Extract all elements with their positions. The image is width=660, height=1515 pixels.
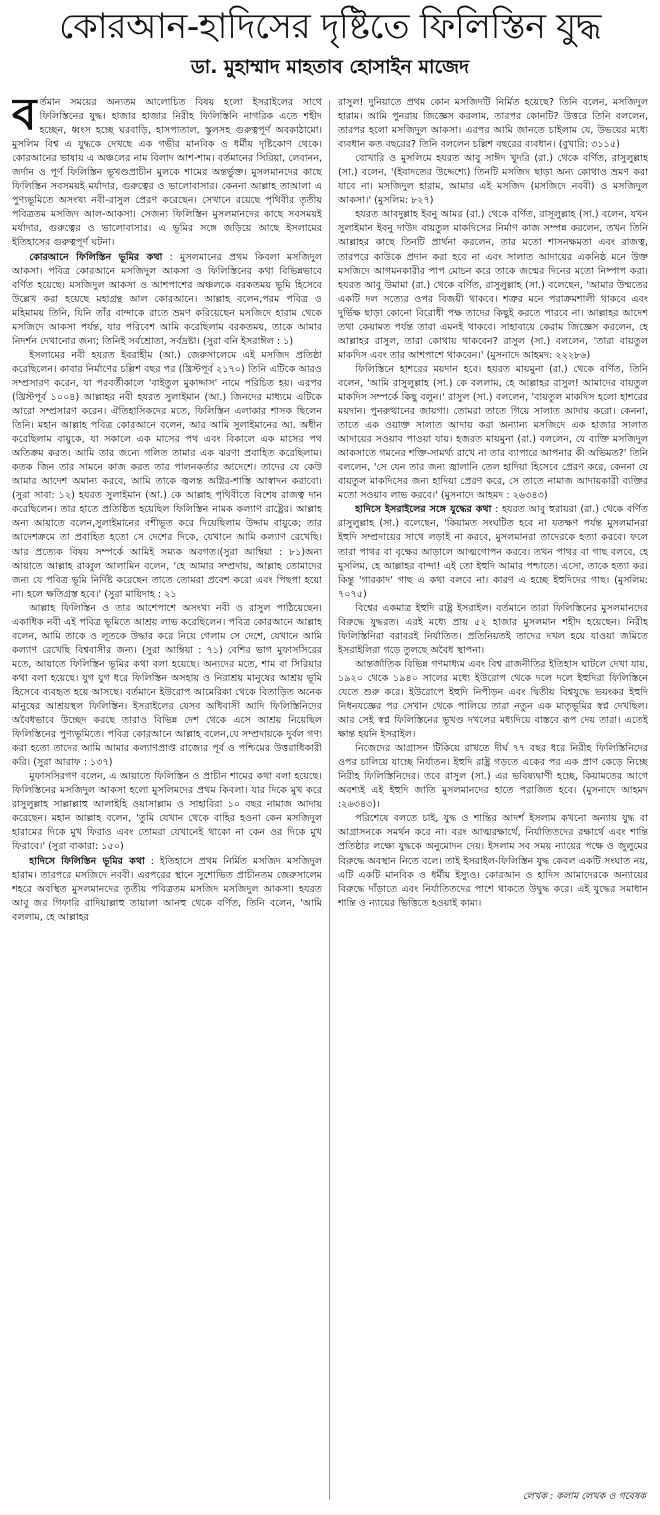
article-paragraph: বোখারি ও মুসলিমে হযরত আবু সাঈদ খুদরি (রা.) থেকে বর্ণিত, রাসুলুল্লাহ (সা.) বলেন, '(ইবাদতের উদ্দেশ্যে) তিনটি মসজিদ ছাড়া অন্য কোথাও ভ্রমণ করা যাবে না। মসজিদুল হারাম, আমার এই মসজিদ (মসজিদে নববী) ও মসজিদুল আকসা।' (মুসলিম: ৮২৭)	[338, 153, 648, 207]
article-column-right	[338, 96, 648, 1508]
article-column-left	[12, 96, 322, 1508]
subheading: হাদিসে ফিলিস্তিন ভূমির কথা	[29, 855, 145, 867]
paragraph-text: : মুসলমানের প্রথম কিবলা মসজিদুল আকসা। পবিত্র কোরআনে মসজিদুল আকসা ও ফিলিস্তিনের কথা বিভিন্নভাবে বর্ণিত হয়েছে। মসজিদুল আকসা ও আশপাশের অঞ্চলকে বরকতময় ভূমি হিসেবে উল্লেখ করা হয়েছে মহাগ্রন্থ আল কোরআনে। আল্লাহ বলেন,পরম পবিত্র ও মহিমাময় তিনি, যিনি তাঁর বান্দাকে রাতে ভ্রমণ করিয়েছেন মসজিদে হারাম থেকে মসজিদে আকসা পর্যন্ত, যার পরিবেশ আমি করেছিলাম বরকতময়, তাকে আমার নিদর্শন দেখানোর জন্য; তিনিই সর্বশ্রোতা, সর্বদ্রষ্টা। (সুরা বনি ইসরাঈল : ১)	[12, 251, 322, 347]
article-paragraph: আল্লাহ ফিলিস্তিন ও তার আশেপাশে অসংখ্য নবী ও রাসুল পাঠিয়েছেন। একাধিক নবী এই পবিত্র ভূমিতে আশ্রয় লাভ করেছিলেন। পবিত্র কোরআনে আল্লাহ বলেন, আমি তাকে ও লূতকে উদ্ধার করে নিয়ে গেলাম সে দেশে, যেখানে আমি কল্যাণ রেখেছি বিশ্ববাসীর জন্য। (সুরা আম্বিয়া : ৭১) বেশির ভাগ মুফাসসিরের মতে, আয়াতে ফিলিস্তিন ভূমির কথা বলা হয়েছে। অন্যদের মতে, শাম বা সিরিয়ার কথা বলা হয়েছে। যুগ যুগ ধরে ফিলিস্তিন অসহায় ও নিরাশ্রয় মানুষের আশ্রয় ভূমি হিসেবে ব্যবহৃত হয়ে আসছে। বর্তমানে ইউরোপ আমেরিকা থেকে বিতাড়িত অনেক মানুষের আশ্রয়স্থল ফিলিস্তিন। ইসরাইলের যেসব অধিবাসী আদি ফিলিস্তিনিদের অবৈধভাবে উচ্ছেদ করছে তারাও বিভিন্ন দেশ থেকে এসে আশ্রয় নিয়েছিল ফিলিস্তিনের পুণ্যভূমিতে। পবিত্র কোরআনে আল্লাহ বলেন,যে সম্প্রদায়কে দুর্বল গণ্য করা হতো তাদের আমি আমার কল্যাণপ্রাপ্ত রাজ্যের পূর্ব ও পশ্চিমের উত্তরাধিকারী করি। (সুরা আরাফ : ১৩৭)	[12, 602, 322, 769]
author-note: লেখক : কলাম লেখক ও গবেষক	[522, 1491, 646, 1502]
article-paragraph: ইসলামের নবী হযরত ইবরাহীম (আ.) জেরুসালেমে এই মসজিদ প্রতিষ্ঠা করেছিলেন। কাবার নির্মাণের চল্লিশ বছর পর (খ্রিস্টপূর্ব ২১৭০) তিনি এটিকে আরও সম্প্রসারণ করেন, যা পরবর্তীকালে 'বাইতুল মুকাদ্দাস' নামে পরিচিত হয়। এরপর (খ্রিস্টপূর্ব ১০০৪) আল্লাহর নবী হযরত সুলাইমান (আ.) জিনদের মাধ্যমে এটিকে আরো সম্প্রসারণ করেন। ঐতিহাসিকদের মতে, ফিলিস্তিন এলাকার শাসক ছিলেন তিনি। মহান আল্লাহ পবিত্র কোরআনে বলেন, আর আমি সুলাইমানের আ. অধীন করেছিলাম বায়ুকে, যা সকালে এক মাসের পথ এবং বিকালে এক মাসের পথ অতিক্রম করত। আমি তার জন্যে গলিত তামার এক ঝরণা প্রবাহিত করেছিলাম। কতক জিন তার সামনে কাজ করত তার পালনকর্তার আদেশে। তাদের যে কেউ আমার আদেশ অমান্য করবে, আমি তাকে জ্বলন্ত অগ্নির-শাস্তি আস্বাদন করাবো। (সুরা সাবা: ১২) হযরত সুলাইমান (আ.) কে আল্লাহ পৃথিবীতে বিশেষ রাজত্ব দান করেছিলেন। তার হাতে প্রতিষ্ঠিত হয়েছিল ফিলিস্তিন নামক কল্যাণ রাষ্ট্রের। আল্লাহ অন্য আয়াতে বলেন,সুলাইমানের বশীভূত করে দিয়েছিলাম উদ্দাম বায়ুকে; তার আদেশক্রমে তা প্রবাহিত হতো সে দেশের দিকে, যেখানে আমি কল্যাণ রেখেছি। আর প্রত্যেক বিষয় সম্পর্কে আমিই সম্যক অবগত।(সুরা আম্বিয়া : ৮১)অন্য আয়াতে আল্লাহ রাব্বুল আলামিন বলেন, 'হে আমার সম্প্রদায়, আল্লাহ তোমাদের জন্য যে পবিত্র ভূমি নির্দিষ্ট করেছেন তাতে তোমরা প্রবেশ করো এবং পিছপা হয়ো না। হলে ক্ষতিগ্রস্ত হবে।' (সুরা মায়িদাহ : ২১	[12, 349, 322, 600]
article-paragraph	[338, 503, 648, 601]
drop-cap: ব	[12, 96, 37, 140]
article-paragraph: রাসুল! দুনিয়াতে প্রথম কোন মসজিদটি নির্মিত হয়েছে? তিনি বলেন, মসজিদুল হারাম। আমি পুনরায় জিজ্ঞেস করলাম, তারপর কোনটি? উত্তরে তিনি বললেন, তারপর হলো মসজিদুল আকসা। এরপর আমি জানতে চাইলাম যে, উভয়ের মধ্যে ব্যবধান কত বছরের? তিনি বললেন চল্লিশ বছরের ব্যবধান। (বুখারি: ৩১১৫)	[338, 97, 648, 151]
article-paragraph: আন্তর্জাতিক বিভিন্ন গণমাধ্যম এবং বিশ্ব রাজনীতির ইতিহাস ঘাটলে দেখা যায়, ১৯২০ থেকে ১৯৪০ সালের মধ্যে ইউরোপ থেকে দলে দলে ইহুদিরা ফিলিস্তিনে যেতে শুরু করে। ইউরোপে ইহুদি নিপীড়ন এবং দ্বিতীয় বিশ্বযুদ্ধে ভয়ংকর ইহুদি নিধনযজ্ঞের পর সেখান থেকে পালিয়ে তারা নতুন এক মাতৃভূমির স্বপ্ন দেখছিল। আর সেই স্বপ্ন ফিলিস্তিনের ভূখণ্ড দখলের মধ্যদিয়ে বাস্তবে রূপ দেয় তারা। এতেই ক্ষান্ত হয়নি ইসরাইল।	[338, 658, 648, 741]
subheading: কোরআনে ফিলিস্তিন ভূমির কথা	[29, 251, 163, 263]
article-byline: ডা. মুহাম্মাদ মাহতাব হোসাইন মাজেদ	[190, 56, 470, 78]
article-paragraph: হযরত আবদুল্লাহ ইবনু আমর (রা.) থেকে বর্ণিত, রাসূলুল্লাহ (সা.) বলেন, যখন সুলাইমান ইবনু দাউদ বায়তুল মাকদিসের নির্মাণ কাজ সম্পন্ন করলেন, তখন তিনি আল্লাহর কাছে তিনটি প্রার্থনা করলেন, তার মতো শাসনক্ষমতা এবং রাজত্ব, তারপরে কাউকে প্রদান করা হবে না এবং সালাত আদায়ের একনিষ্ঠ মনে উক্ত মসজিদে আগমনকারীর পাপ মোচন করে তাকে জন্মের দিনের মতো নিষ্পাপ করা। হযরত আবু উমামা (রা.) থেকে বর্ণিত, রাসুলুল্লাহ (সা.) বলেছেন, 'আমার উম্মতের একটি দল সত্যের ওপর বিজয়ী থাকবে। শত্রুর মনে পরাক্রমশালী থাকবে এবং দুর্ভিক্ষ ছাড়া কোনো বিরোধী পক্ষ তাদের কিছুই করতে পারবে না। আল্লাহর আদেশ তথা কেয়ামত পর্যন্ত তারা এমনই থাকবে। সাহাবায়ে কেরাম জিজ্ঞেস করলেন, হে আল্লাহর রাসুল, তারা কোথায় থাকবেন? রাসুল (সা.) বললেন, 'তারা বায়তুল মাকদিস এবং তার আশপাশে থাকবেন।' (মুসনাদে আহমদ: ২২২৮৬)	[338, 209, 648, 361]
article-paragraph: ফিলিস্তিনে হাশরের ময়দান হবে। হযরত মায়মুনা (রা.) থেকে বর্ণিত, তিনি বলেন, 'আমি রাসুলুল্লাহ (সা.) কে বললাম, হে আল্লাহর রাসুল! আমাদের বায়তুল মাকদিস সম্পর্কে কিছু বলুন।' রাসুল (সা.) বললেন, 'বায়তুল মাকদিস হলো হাশরের ময়দান। পুনরুত্থানের জায়গা। তোমরা তাতে গিয়ে সালাত আদায় করো। কেননা, তাতে এক ওয়াক্ত সালাত আদায় করা অন্যান্য মসজিদে এক হাজার সালাত আদায়ের সওয়াব পাওয়া যায়। হজরত মায়মুনা (রা.) বললেন, যে ব্যক্তি মসজিদুল আকসাতে গমনের শক্তি-সামর্থ্য রাখে না তার ব্যাপারে আপনার কী অভিমত?' তিনি বললেন, 'সে যেন তার জন্য জ্বালানি তেল হাদিয়া হিসেবে প্রেরণ করে, কেননা যে বায়তুল মাকদিসের জন্য হাদিয়া প্রেরণ করে, সে তাতে নামাজ আদায়কারী ব্যক্তির মতো সওয়াব লাভ করবে।' (মুসনাদে আহমদ : ২৬৩৪৩)	[338, 363, 648, 502]
paragraph-text: : ইতিহাসে প্রথম নির্মিত মসজিদ মসজিদুল হারাম। তারপরে মসজিদে নববী। এরপরের স্থানে সুশোভিত প্রাচীনতম জেরুসালেম শহরে অবস্থিত মুসলমানদের তৃতীয় পবিত্রতম মসজিদ মসজিদুল আকসা। হযরত আবু জর গিফারি রাদিয়াল্লাহু তায়ালা আনহু থেকে বর্ণিত, তিনি বলেন, 'আমি বললাম, হে আল্লাহর	[12, 855, 322, 923]
article-paragraph: নিজেদের আগ্রাসন টিকিয়ে রাখতে দীর্ঘ ৭৭ বছর ধরে নিরীহ ফিলিস্তিনিদের ওপর চালিয়ে যাচ্ছে নির্যাতন। ইহুদি রাষ্ট্র গড়তে একের পর এক প্রাণ কেড়ে নিচ্ছে নিরীহ ফিলিস্তিনিদের। তবে রাসুল (সা.) এর ভবিষ্যদ্বাণী হচ্ছে, কিয়ামতের আগে অবশ্যই এই ইহুদি জাতি মুসলমানদের হাতে পরাজিত হবে। (মুসনাদে আহমদ :২৬৩৪৩)।	[338, 743, 648, 811]
article-paragraph: মুফাসসিরগণ বলেন, এ আয়াতে ফিলিস্তিন ও প্রাচীন শামের কথা বলা হয়েছে। ফিলিস্তিনের মসজিদুল আকসা হলো মুসলিমদের প্রথম কিবলা। যার দিকে মুখ করে রাসুলুল্লাহ সাল্লাল্লাহু আলাইহি ওয়াসাল্লাম ও সাহাবিরা ১০ বছর নামাজ আদায় করেছেন। মহান আল্লাহ বলেন, 'তুমি যেখান থেকে বাহির হওনা কেন মসজিদুল হারামের দিকে মুখ ফিরাও এবং তোমরা যেখানেই থাকো না কেন ওর দিকে মুখ ফিরাবে।' (সুরা বাকারা: ১৫০)	[12, 771, 322, 853]
paragraph-text: : হযরত আবু হুরায়রা (রা.) থেকে বর্ণিত রাসুলুল্লাহ (সা.) বলেছেন, 'কিয়ামত সংঘটিত হবে না যতক্ষণ পর্যন্ত মুসলমানরা ইহুদি সম্প্রদায়ের সাথে লড়াই না করবে, মুসলমানরা তাদেরকে হত্যা করবে। ফলে তারা পাথর বা বৃক্ষের আড়ালে আত্মগোপন করবে। তখন পাথর বা গাছ বলবে, হে মুসলিম, হে আল্লাহর বান্দা! এই তো ইহুদি আমার পশ্চাতে। এসো, তাকে হত্যা কর। কিন্তু 'গারকাদ' গাছ এ কথা বলবে না। কারণ এ হচ্ছে ইহুদিদের গাছ। (মুসলিম: ৭০৭৫)	[338, 504, 648, 600]
paragraph-text: র্তমান সময়ের অন্যতম আলোচিত বিষয় হলো ইসরাইলের সাথে ফিলিস্তিনের যুদ্ধ। হাজার হাজার নিরীহ ফিলিস্তিনি নাগরিক এতে শহীদ হচ্ছেন, ধ্বংস হচ্ছে ঘরবাড়ি, হাসপাতাল, স্কুলসহ গুরুত্বপূর্ণ অবকাঠামো। মুসলিম বিশ্ব এ যুদ্ধকে দেখছে এক গভীর মানবিক ও ধর্মীয় দৃষ্টিকোণ থেকে। কোরআনের ভাষায় এ অঞ্চলের নাম বিলাদ আশ-শাম। বর্তমানের সিরিয়া, লেবানন, জর্দান ও পূর্ণ ফিলিস্তিন ভূখণ্ডপ্রাচীন মুলকে শামের অন্তর্ভুক্ত। মুসলমানদের কাছে ফিলিস্তিন সবসময়ই মর্যাদার, গুরুত্বের ও ভালোবাসার। কেননা আল্লাহ তাআলা এ পুণ্যভূমিতে অসংখ্য নবী-রাসুল প্রেরণ করেছেন। সেখানে রয়েছে পৃথিবীর তৃতীয় পবিত্রতম মসজিদ আল-আকসা। সেজন্য ফিলিস্তিন মুসলমানদের কাছে সবসময়ই মর্যাদার, গুরুত্বের ও ভালোবাসার। এ ভূমির সঙ্গে জড়িয়ে আছে ইসলামের ইতিহাসের গুরুত্বপূর্ণ ঘটনা।	[12, 97, 322, 249]
article-paragraph	[12, 251, 322, 349]
article-paragraph	[12, 855, 322, 925]
subheading: হাদিসে ইসরাইলের সঙ্গে যুদ্ধের কথা	[355, 504, 492, 516]
article-paragraph: বিশ্বের একমাত্র ইহুদি রাষ্ট্র ইসরাইল। বর্তমানে তারা ফিলিস্তিনের মুসলমানদের বিরুদ্ধে যুদ্ধরত। এরই মধ্যে প্রায় ৫২ হাজার মুসলমান শহীদ হয়েছেন। নিরীহ ফিলিস্তিনিরা বরাবরই নির্যাতিত। প্রতিনিয়তই তাদের দখল হয়ে যাওয়া জমিতে ইসরাইলিরা গড়ে তুলছে অবৈধ স্থাপনা।	[338, 602, 648, 656]
column-divider	[329, 100, 330, 1500]
article-headline: কোরআন-হাদিসের দৃষ্টিতে ফিলিস্তিন যুদ্ধ	[59, 7, 601, 47]
article-paragraph: পরিশেষে বলতে চাই, যুদ্ধ ও শান্তির আদর্শ ইসলাম কখনো অন্যায় যুদ্ধ বা আগ্রাসনকে সমর্থন করে না। বরং আত্মরক্ষার্থে, নির্যাতিতদের রক্ষার্থে এবং শান্তি প্রতিষ্ঠার লক্ষ্যে যুদ্ধকে অনুমোদন দেয়। ইসলাম সব সময় ন্যায়ের পক্ষে ও জুলুমের বিরুদ্ধে অবস্থান নিতে বলে। তাই ইসরাইল-ফিলিস্তিন যুদ্ধ কেবল একটি সংঘাত নয়, এটি একটি মানবিক ও ধর্মীয় ইস্যুও। কোরআন ও হাদিস আমাদেরকে অন্যায়ের বিরুদ্ধে দাঁড়াতে এবং নির্যাতিতদের পাশে থাকতে উদ্বুদ্ধ করে। এই যুদ্ধের সমাধান শান্তি ও ন্যায়ের ভিত্তিতে হওয়াই কাম্য।	[338, 813, 648, 909]
article-paragraph	[12, 96, 322, 251]
